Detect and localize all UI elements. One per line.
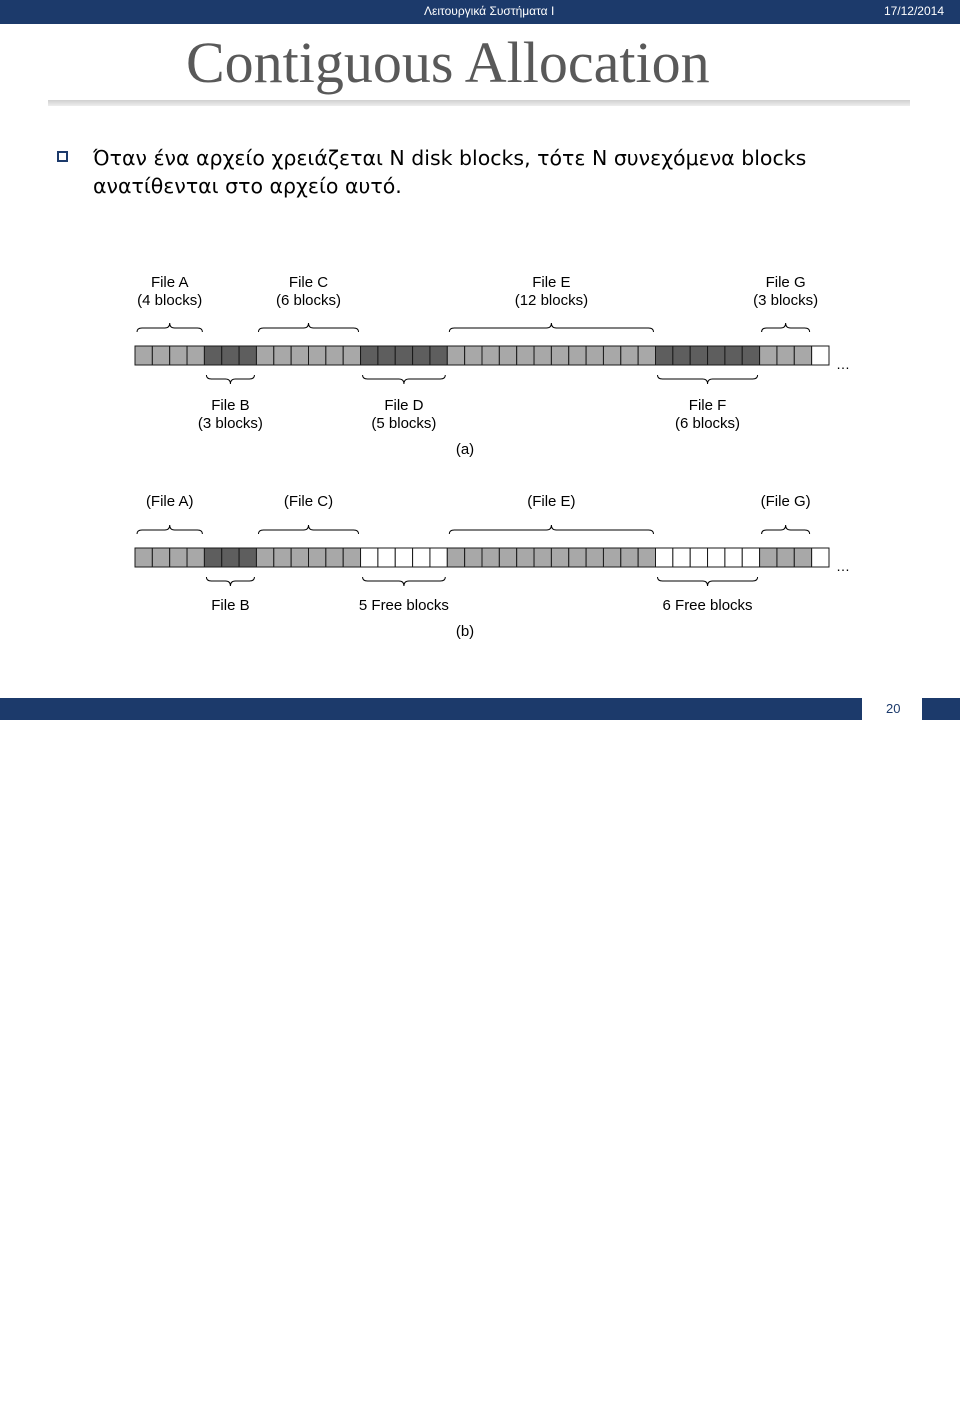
disk-block-b-8: [274, 548, 291, 567]
ellipsis-b: …: [836, 558, 850, 574]
brace-a-6: [762, 323, 810, 332]
segment-label-b-0: (File A): [145, 493, 194, 510]
disk-block-b-13: [361, 548, 378, 567]
disk-block-b-35: [742, 548, 759, 567]
disk-block-a-8: [274, 346, 291, 365]
brace-a-4: [449, 323, 653, 332]
disk-block-a-30: [656, 346, 673, 365]
brace-b-3: [363, 577, 446, 586]
disk-block-b-32: [690, 548, 707, 567]
disk-block-a-15: [395, 346, 412, 365]
segment-label-b-1: File B: [211, 597, 250, 614]
disk-block-b-36: [760, 548, 777, 567]
disk-block-b-18: [447, 548, 464, 567]
disk-block-b-25: [569, 548, 586, 567]
segment-label-b-6: (File G): [760, 493, 811, 510]
disk-block-b-5: [222, 548, 239, 567]
disk-block-b-39: [812, 548, 829, 567]
brace-b-0: [137, 525, 202, 534]
disk-block-a-10: [309, 346, 326, 365]
brace-a-5: [658, 375, 758, 384]
slide-date: 17/12/2014: [883, 4, 944, 18]
segment-label-a-5: File F: [688, 397, 727, 414]
disk-block-b-1: [152, 548, 169, 567]
disk-block-a-33: [708, 346, 725, 365]
segment-label-a-0: File A: [150, 274, 189, 291]
segment-label-b-2: (File C): [283, 493, 334, 510]
disk-block-a-13: [361, 346, 378, 365]
disk-block-a-4: [204, 346, 221, 365]
disk-block-a-11: [326, 346, 343, 365]
disk-block-b-38: [794, 548, 811, 567]
disk-block-a-27: [603, 346, 620, 365]
disk-block-a-21: [499, 346, 516, 365]
brace-b-6: [762, 525, 810, 534]
segment-size-a-1: (3 blocks): [197, 415, 263, 432]
page-number: 20: [886, 701, 901, 716]
disk-block-a-26: [586, 346, 603, 365]
disk-block-a-28: [621, 346, 638, 365]
disk-block-b-19: [465, 548, 482, 567]
disk-block-a-37: [777, 346, 794, 365]
disk-block-b-2: [170, 548, 187, 567]
disk-block-b-3: [187, 548, 204, 567]
disk-block-a-35: [742, 346, 759, 365]
brace-a-0: [137, 323, 202, 332]
disk-block-b-22: [517, 548, 534, 567]
disk-block-a-38: [794, 346, 811, 365]
slide-title: Contiguous Allocation: [186, 30, 710, 95]
disk-block-a-5: [222, 346, 239, 365]
disk-block-b-6: [239, 548, 256, 567]
disk-block-a-0: [135, 346, 152, 365]
disk-block-a-29: [638, 346, 655, 365]
disk-block-a-22: [517, 346, 534, 365]
disk-block-b-4: [204, 548, 221, 567]
disk-block-a-7: [256, 346, 273, 365]
segment-size-a-4: (12 blocks): [514, 292, 589, 309]
footer-bar: [0, 698, 960, 1413]
disk-block-b-9: [291, 548, 308, 567]
disk-block-b-37: [777, 548, 794, 567]
disk-block-a-1: [152, 346, 169, 365]
disk-block-a-23: [534, 346, 551, 365]
brace-b-2: [258, 525, 358, 534]
segment-size-a-0: (4 blocks): [137, 292, 203, 309]
disk-block-b-34: [725, 548, 742, 567]
disk-block-a-3: [187, 346, 204, 365]
disk-block-b-11: [326, 548, 343, 567]
disk-block-b-15: [395, 548, 412, 567]
brace-b-5: [658, 577, 758, 586]
disk-block-b-30: [656, 548, 673, 567]
disk-block-b-21: [499, 548, 516, 567]
segment-size-a-6: (3 blocks): [753, 292, 819, 309]
segment-label-b-4: (File E): [527, 493, 576, 510]
segment-size-a-2: (6 blocks): [275, 292, 342, 309]
disk-block-a-6: [239, 346, 256, 365]
disk-block-b-27: [603, 548, 620, 567]
caption-a: (a): [455, 441, 475, 458]
bullet-text: Όταν ένα αρχείο χρειάζεται N disk blocks, τότε N συνεχόμενα blocks ανατίθενται στο αρχείο αυτό.: [93, 146, 807, 198]
segment-label-b-5: 6 Free blocks: [662, 597, 753, 614]
disk-block-b-29: [638, 548, 655, 567]
disk-block-a-2: [170, 346, 187, 365]
segment-size-a-3: (5 blocks): [371, 415, 437, 432]
disk-block-a-19: [465, 346, 482, 365]
disk-block-a-34: [725, 346, 742, 365]
brace-a-2: [258, 323, 358, 332]
disk-block-b-16: [413, 548, 430, 567]
disk-block-a-12: [343, 346, 360, 365]
disk-block-b-24: [551, 548, 568, 567]
page-number-box: [862, 698, 922, 720]
disk-block-a-20: [482, 346, 499, 365]
disk-block-b-20: [482, 548, 499, 567]
brace-a-3: [363, 375, 446, 384]
course-title: Λειτουργικά Συστήματα Ι: [424, 4, 555, 18]
disk-block-a-18: [447, 346, 464, 365]
disk-block-a-36: [760, 346, 777, 365]
disk-block-b-10: [309, 548, 326, 567]
disk-block-b-33: [708, 548, 725, 567]
disk-block-a-17: [430, 346, 447, 365]
brace-a-1: [206, 375, 254, 384]
caption-b: (b): [455, 623, 475, 640]
disk-block-a-39: [812, 346, 829, 365]
brace-b-4: [449, 525, 653, 534]
segment-label-a-6: File G: [765, 274, 806, 291]
disk-block-a-24: [551, 346, 568, 365]
disk-block-b-7: [256, 548, 273, 567]
disk-block-a-16: [413, 346, 430, 365]
disk-block-a-32: [690, 346, 707, 365]
segment-label-b-3: 5 Free blocks: [358, 597, 449, 614]
ellipsis-a: …: [836, 356, 850, 372]
disk-block-b-23: [534, 548, 551, 567]
brace-b-1: [206, 577, 254, 586]
disk-block-b-28: [621, 548, 638, 567]
segment-label-a-2: File C: [288, 274, 329, 291]
disk-block-a-14: [378, 346, 395, 365]
footer-author: Σπύρος Βούλγαρης – Πανεπιστήμιο Πατρών: [373, 1399, 609, 1413]
disk-block-a-9: [291, 346, 308, 365]
segment-label-a-1: File B: [211, 397, 250, 414]
disk-block-b-0: [135, 548, 152, 567]
disk-block-b-14: [378, 548, 395, 567]
disk-block-b-12: [343, 548, 360, 567]
disk-block-a-25: [569, 346, 586, 365]
disk-block-b-17: [430, 548, 447, 567]
segment-label-a-3: File D: [384, 397, 424, 414]
disk-block-b-31: [673, 548, 690, 567]
disk-block-a-31: [673, 346, 690, 365]
segment-label-a-4: File E: [532, 274, 571, 291]
segment-size-a-5: (6 blocks): [675, 415, 741, 432]
disk-block-b-26: [586, 548, 603, 567]
